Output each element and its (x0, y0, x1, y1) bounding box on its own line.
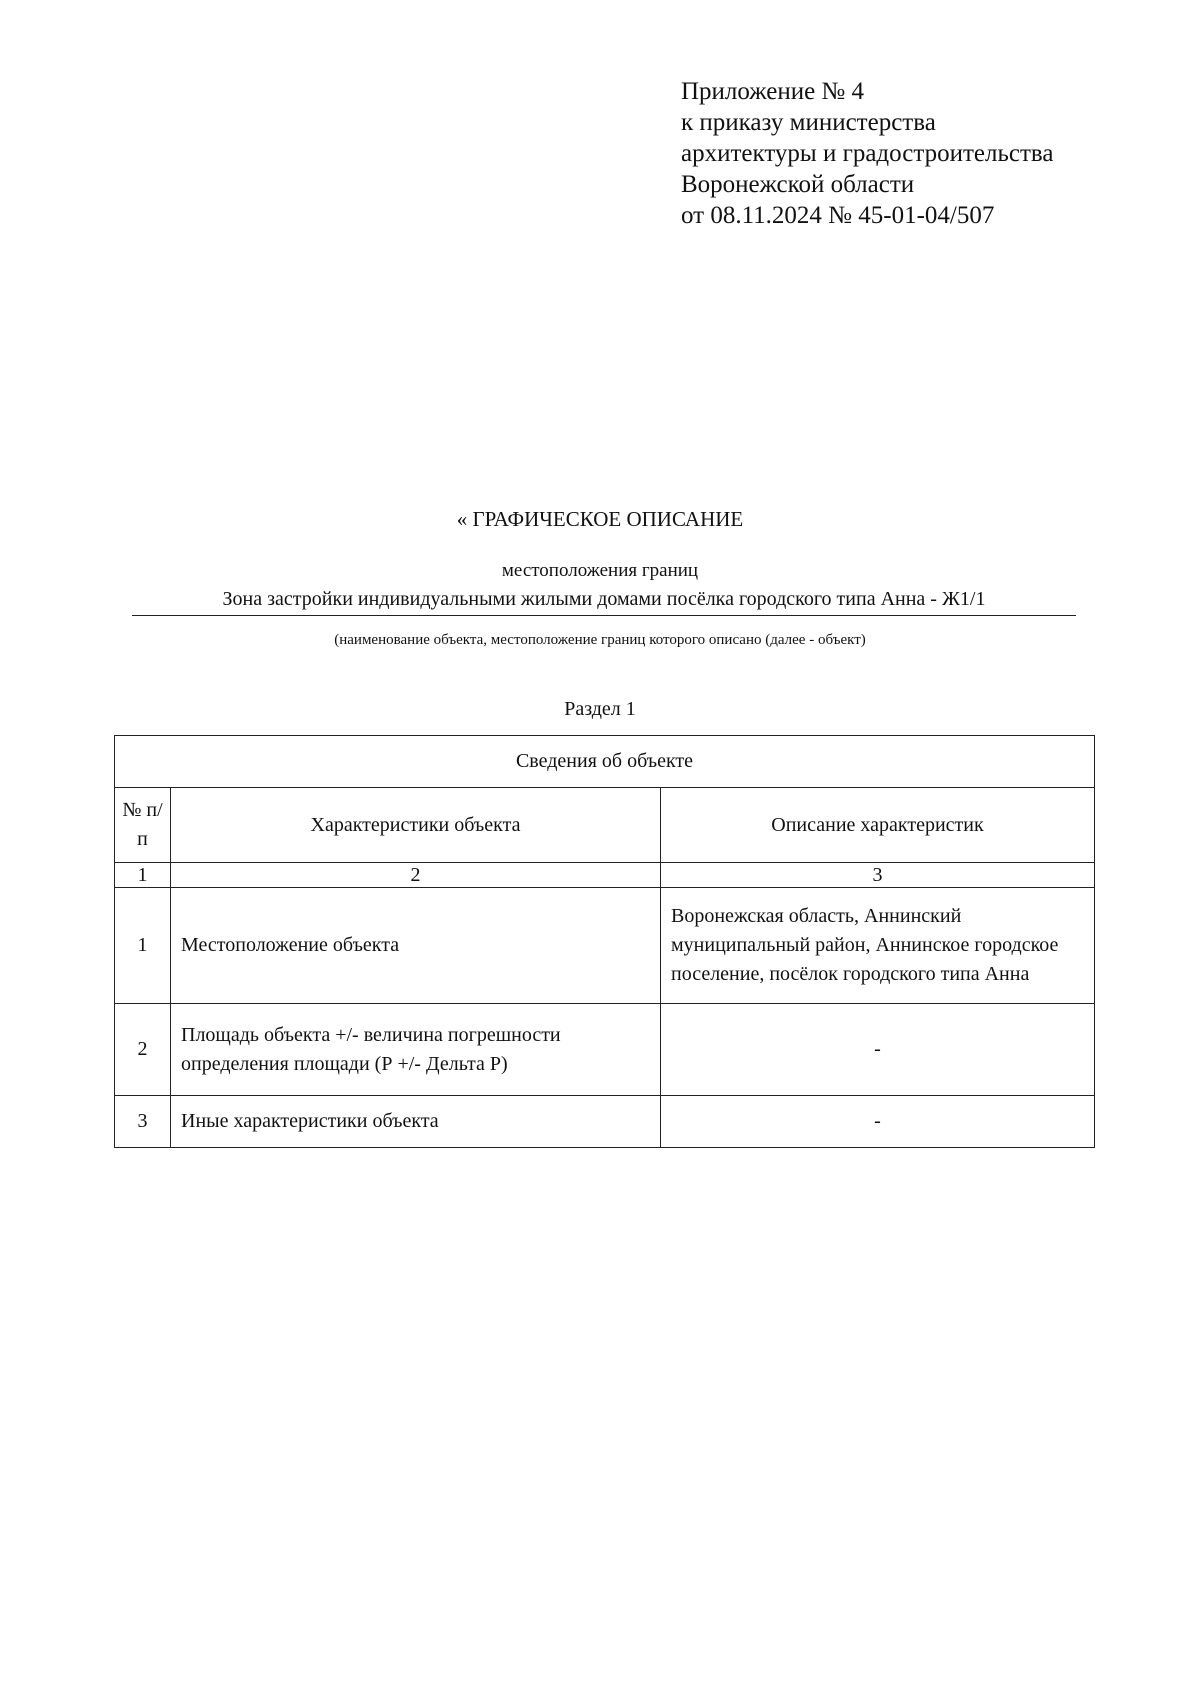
row-num: 3 (115, 1096, 171, 1148)
section-label: Раздел 1 (564, 698, 636, 720)
header-characteristic: Характеристики объекта (171, 788, 661, 863)
column-number-row (115, 863, 1095, 888)
row-description: Воронежская область, Аннинский муниципальный район, Аннинское городское поселение, посёлок городского типа Анна (661, 888, 1095, 1004)
appendix-header-line: от 08.11.2024 № 45-01-04/507 (681, 202, 995, 229)
object-name: Зона застройки индивидуальными жилыми домами посёлка городского типа Анна - Ж1/1 (132, 588, 1076, 616)
appendix-header (681, 76, 1053, 231)
document-title: « ГРАФИЧЕСКОЕ ОПИСАНИЕ (456, 507, 744, 531)
row-characteristic: Местоположение объекта (171, 888, 661, 1004)
row-characteristic: Иные характеристики объекта (171, 1096, 661, 1148)
table-header-row (115, 788, 1095, 863)
object-info-table (114, 735, 1095, 1148)
document-subtitle: местоположения границ (501, 560, 699, 581)
object-name-caption: (наименование объекта, местоположение границ которого описано (далее - объект) (334, 632, 866, 648)
table-caption: Сведения об объекте (115, 736, 1095, 788)
appendix-header-line: Воронежской области (681, 171, 915, 198)
row-description: - (661, 1096, 1095, 1148)
appendix-header-line: к приказу министерства (681, 109, 936, 136)
header-description: Описание характеристик (661, 788, 1095, 863)
row-description: - (661, 1004, 1095, 1096)
appendix-header-line: Приложение № 4 (681, 78, 865, 105)
column-number: 3 (661, 863, 1095, 888)
appendix-header-line: архитектуры и градостроительства (681, 140, 1054, 167)
row-num: 1 (115, 888, 171, 1004)
table-caption-row (115, 736, 1095, 788)
header-num: № п/п (115, 788, 171, 863)
row-num: 2 (115, 1004, 171, 1096)
table-row (115, 1096, 1095, 1148)
column-number: 2 (171, 863, 661, 888)
table-row (115, 888, 1095, 1004)
row-characteristic: Площадь объекта +/- величина погрешности определения площади (Р +/- Дельта Р) (171, 1004, 661, 1096)
table-row (115, 1004, 1095, 1096)
column-number: 1 (115, 863, 171, 888)
